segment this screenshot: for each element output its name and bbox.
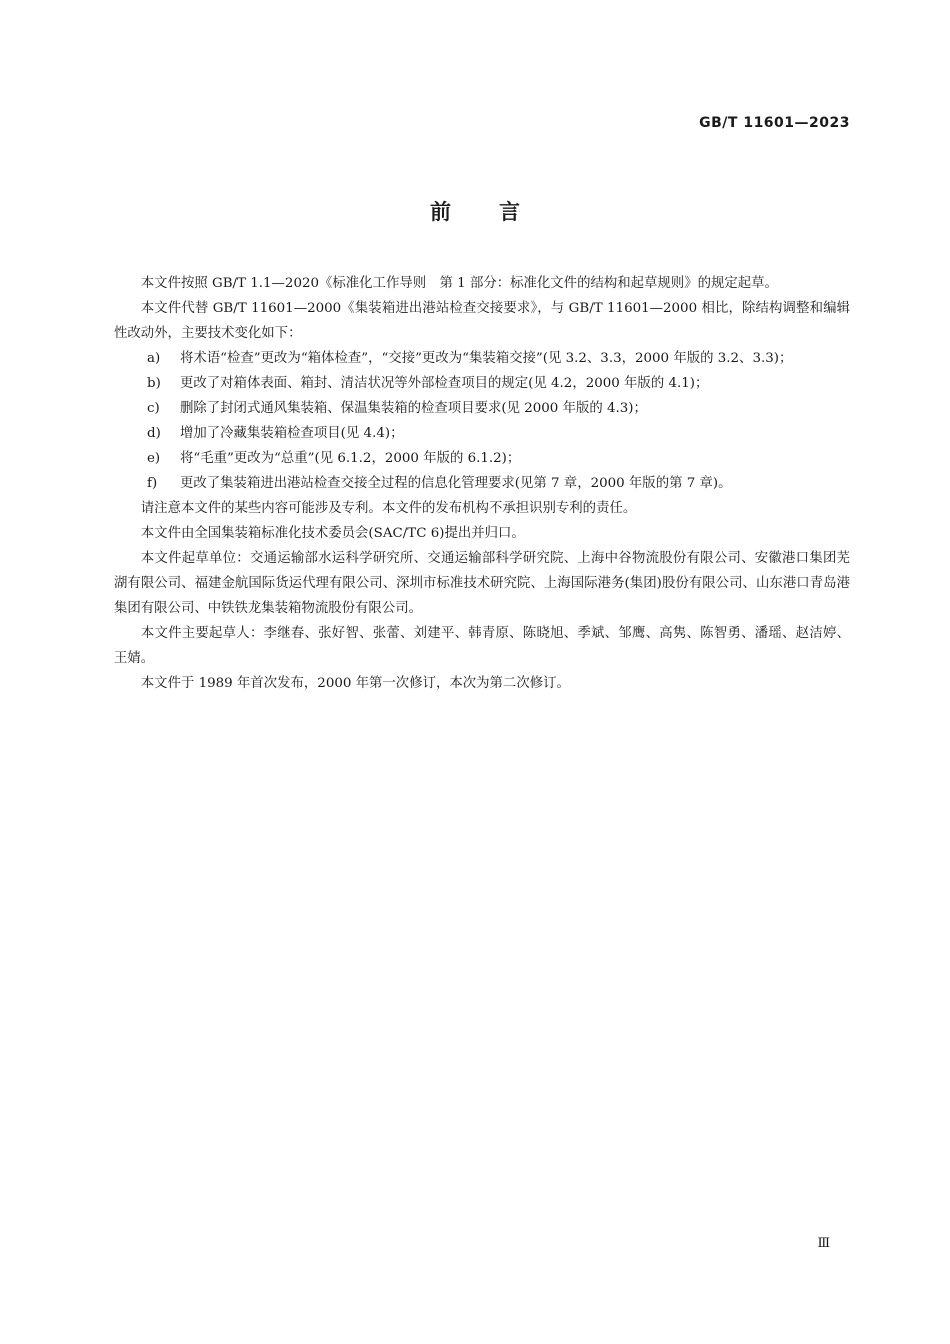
list-marker: b) bbox=[147, 376, 161, 391]
paragraph-drafting-rules: 本文件按照 GB/T 1.1—2020《标准化工作导则 第 1 部分：标准化文件的结构和起草规则》的规定起草。 bbox=[140, 276, 778, 291]
list-item-text: 删除了封闭式通风集装箱、保温集装箱的检查项目要求(见 2000 年版的 4.3)； bbox=[180, 401, 647, 416]
page-title: 前言 bbox=[430, 200, 568, 224]
list-item-text: 增加了冷藏集装箱检查项目(见 4.4)； bbox=[180, 426, 404, 441]
list-marker: d) bbox=[147, 426, 161, 441]
paragraph-drafters: 本文件主要起草人：李继春、张好智、张蕾、刘建平、韩青原、陈晓旭、季斌、邹鹰、高隽、陈智勇、潘瑶、赵洁婷、王婧。 bbox=[114, 626, 850, 666]
paragraph-patent-notice: 请注意本文件的某些内容可能涉及专利。本文件的发布机构不承担识别专利的责任。 bbox=[140, 501, 637, 516]
list-item bbox=[114, 446, 850, 471]
list-item bbox=[114, 421, 850, 446]
list-item-text: 将术语“检查”更改为“箱体检查”，“交接”更改为“集装箱交接”(见 3.2、3.3，2000 年版的 3.2、3.3)； bbox=[180, 351, 793, 366]
paragraph-proposer: 本文件由全国集装箱标准化技术委员会(SAC/TC 6)提出并归口。 bbox=[140, 526, 525, 541]
list-marker: f) bbox=[147, 476, 158, 491]
list-marker: a) bbox=[147, 351, 161, 366]
paragraph-history: 本文件于 1989 年首次发布，2000 年第一次修订，本次为第二次修订。 bbox=[140, 676, 570, 691]
list-marker: e) bbox=[147, 451, 161, 466]
list-item-text: 更改了集装箱进出港站检查交接全过程的信息化管理要求(见第 7 章，2000 年版的第 7 章)。 bbox=[180, 476, 732, 491]
list-item-text: 更改了对箱体表面、箱封、清洁状况等外部检查项目的规定(见 4.2，2000 年版的 4.1)； bbox=[180, 376, 709, 391]
list-marker: c) bbox=[147, 401, 160, 416]
page-number: Ⅲ bbox=[817, 1236, 830, 1251]
list-item bbox=[114, 396, 850, 421]
preface-body bbox=[114, 271, 850, 696]
list-item bbox=[114, 471, 850, 496]
standard-number: GB/T 11601—2023 bbox=[699, 115, 850, 131]
list-item bbox=[114, 371, 850, 396]
list-item bbox=[114, 346, 850, 371]
list-item-text: 将“毛重”更改为“总重”(见 6.1.2，2000 年版的 6.1.2)； bbox=[180, 451, 521, 466]
changes-list bbox=[114, 346, 850, 496]
paragraph-replacement: 本文件代替 GB/T 11601—2000《集装箱进出港站检查交接要求》，与 GB/T 11601—2000 相比，除结构调整和编辑性改动外，主要技术变化如下： bbox=[114, 301, 850, 341]
paragraph-drafting-units: 本文件起草单位：交通运输部水运科学研究所、交通运输部科学研究院、上海中谷物流股份有限公司、安徽港口集团芜湖有限公司、福建金航国际货运代理有限公司、深圳市标准技术研究院、上海国际港务(集团)股份有限公司、山东港口青岛港集团有限公司、中铁铁龙集装箱物流股份有限公司。 bbox=[114, 551, 850, 616]
